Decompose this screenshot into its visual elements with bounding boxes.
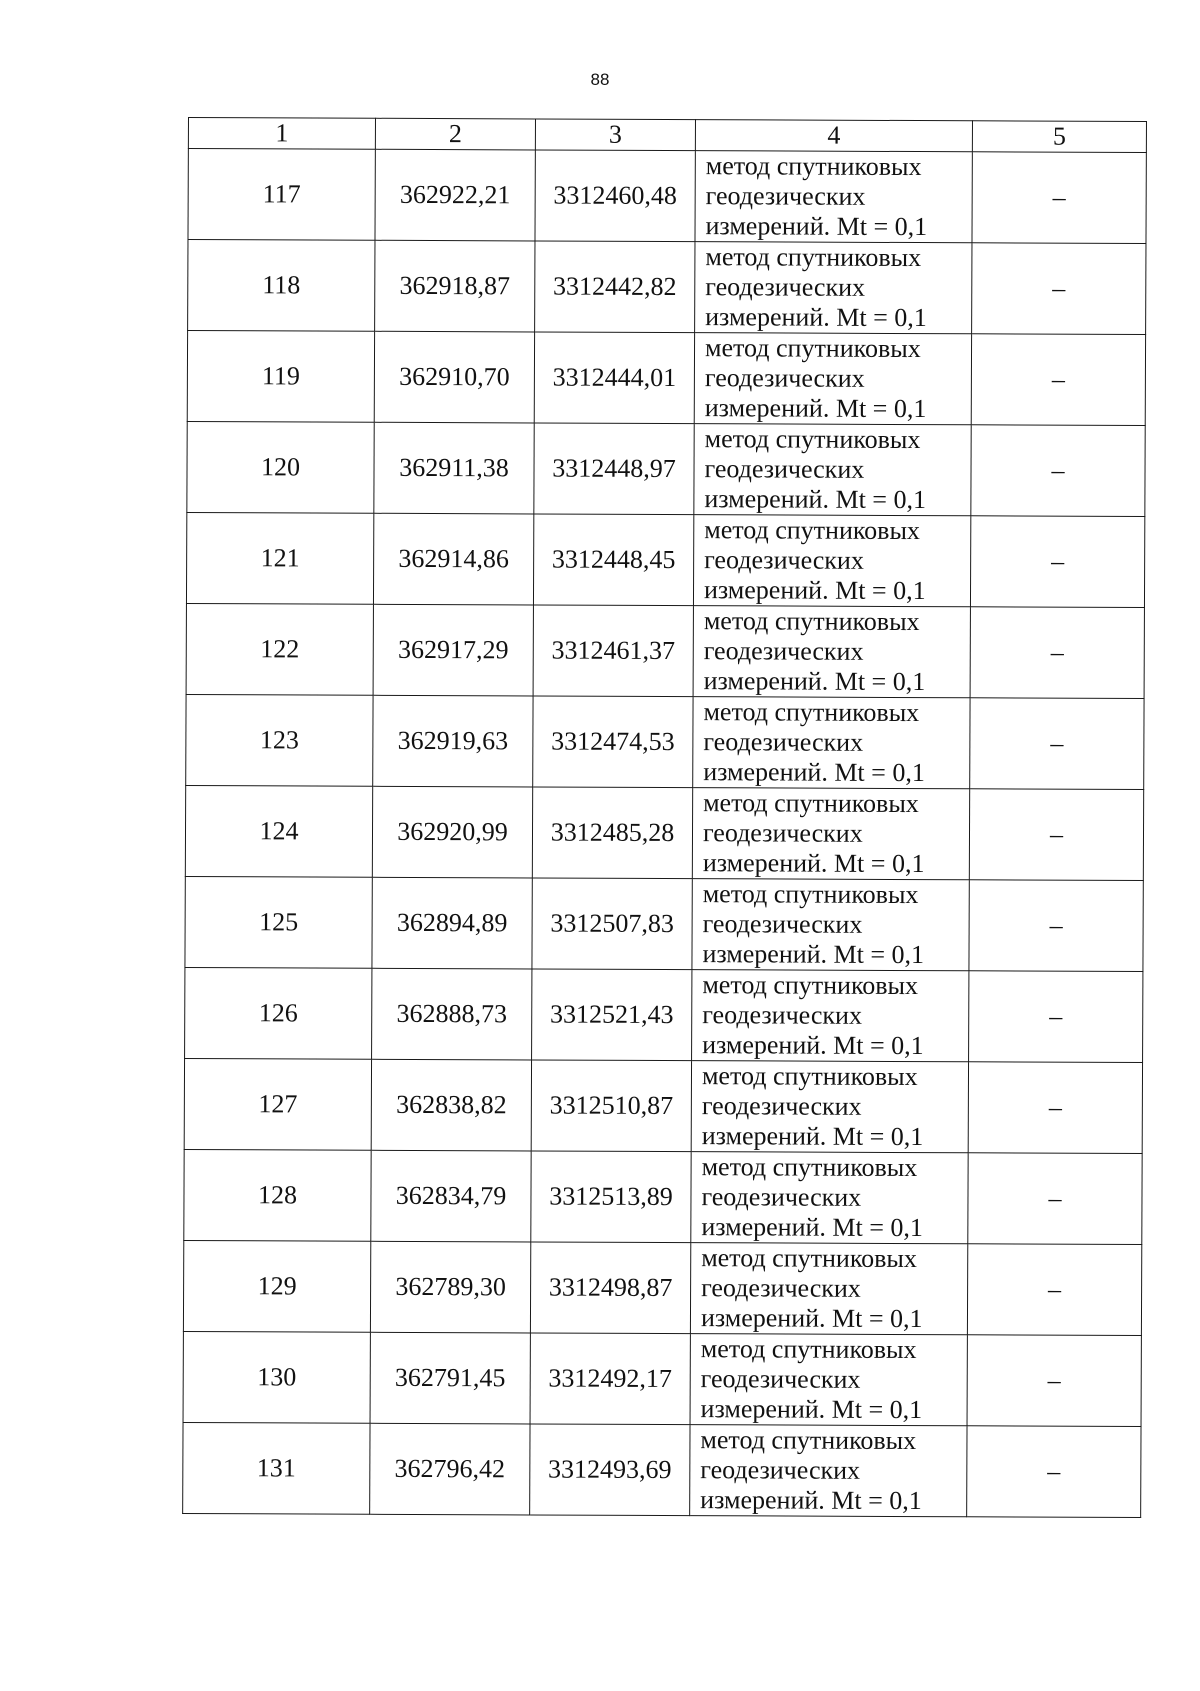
method-line: метод спутниковых (705, 242, 922, 273)
coordinate-x-cell: 362911,38 (374, 422, 534, 514)
coordinate-y-cell: 3312510,87 (531, 1060, 691, 1152)
point-number-cell: 118 (188, 240, 375, 332)
table-row (183, 1331, 1141, 1426)
method-cell (695, 151, 972, 243)
method-line: геодезических (704, 454, 865, 484)
method-line: геодезических (703, 636, 864, 666)
method-line: метод спутниковых (701, 1061, 918, 1092)
point-number-cell: 120 (187, 421, 374, 513)
method-line: метод спутниковых (700, 1334, 917, 1365)
method-line: геодезических (701, 1273, 861, 1303)
table-row (183, 1240, 1141, 1335)
coordinate-x-cell: 362834,79 (371, 1150, 531, 1242)
coordinates-table (182, 117, 1147, 1518)
method-line: геодезических (702, 818, 863, 848)
method-cell (693, 515, 970, 607)
table-row (183, 1422, 1141, 1517)
note-cell: – (970, 516, 1144, 608)
method-line: метод спутниковых (703, 788, 919, 819)
coordinate-x-cell: 362796,42 (370, 1423, 530, 1515)
coordinate-x-cell: 362919,63 (373, 695, 533, 787)
method-cell (691, 1061, 968, 1153)
method-line: геодезических (705, 181, 866, 211)
table-header-row (188, 118, 1146, 153)
method-line: измерений. Mt = 0,1 (700, 1303, 923, 1334)
method-line: измерений. Mt = 0,1 (703, 757, 925, 788)
method-line: геодезических (701, 1091, 862, 1121)
coordinate-x-cell: 362914,86 (373, 513, 533, 605)
method-line: метод спутниковых (701, 1243, 917, 1274)
method-line: измерений. Mt = 0,1 (701, 1212, 924, 1243)
note-cell: – (967, 1426, 1141, 1518)
table-row (184, 1149, 1142, 1244)
coordinate-x-cell: 362838,82 (371, 1059, 531, 1151)
coordinate-x-cell: 362918,87 (375, 240, 535, 332)
point-number-cell: 121 (186, 512, 373, 604)
method-line: измерений. Mt = 0,1 (700, 1485, 922, 1516)
method-line: измерений. Mt = 0,1 (704, 484, 927, 515)
table-row (188, 149, 1146, 244)
header-cell-2: 2 (375, 118, 535, 150)
header-cell-5: 5 (972, 121, 1146, 153)
method-line: геодезических (701, 1182, 862, 1212)
method-cell (694, 333, 971, 425)
method-cell (695, 242, 972, 334)
coordinate-x-cell: 362910,70 (374, 331, 534, 423)
method-line: измерений. Mt = 0,1 (704, 393, 927, 424)
method-line: метод спутниковых (704, 515, 921, 546)
method-line: измерений. Mt = 0,1 (701, 1121, 924, 1152)
note-cell: – (972, 152, 1146, 244)
method-line: метод спутниковых (701, 1152, 918, 1183)
coordinate-x-cell: 362888,73 (372, 968, 532, 1060)
point-number-cell: 125 (185, 876, 372, 968)
coordinate-y-cell: 3312474,53 (533, 696, 693, 788)
method-cell (692, 879, 969, 971)
header-cell-1: 1 (188, 118, 375, 150)
note-cell: – (971, 425, 1145, 517)
coordinate-x-cell: 362894,89 (372, 877, 532, 969)
method-line: измерений. Mt = 0,1 (705, 211, 928, 242)
point-number-cell: 123 (186, 694, 373, 786)
note-cell: – (972, 243, 1146, 335)
table-row (186, 694, 1144, 789)
coordinate-y-cell: 3312493,69 (530, 1424, 690, 1516)
coordinate-y-cell: 3312448,97 (534, 423, 694, 515)
coordinate-x-cell: 362922,21 (375, 149, 535, 241)
coordinate-y-cell: 3312498,87 (530, 1242, 690, 1334)
method-cell (693, 697, 970, 789)
note-cell: – (967, 1244, 1141, 1336)
method-line: геодезических (705, 272, 866, 302)
method-line: измерений. Mt = 0,1 (703, 575, 926, 606)
point-number-cell: 131 (183, 1422, 370, 1514)
table-row (186, 603, 1144, 698)
note-cell: – (970, 607, 1144, 699)
method-cell (691, 1152, 968, 1244)
page-number: 88 (590, 70, 610, 89)
coordinate-x-cell: 362917,29 (373, 604, 533, 696)
note-cell: – (968, 1153, 1142, 1245)
point-number-cell: 119 (187, 331, 374, 423)
note-cell: – (968, 1062, 1142, 1154)
point-number-cell: 124 (185, 785, 372, 877)
method-cell (690, 1334, 967, 1426)
method-cell (692, 788, 969, 880)
note-cell: – (970, 698, 1144, 790)
method-line: метод спутниковых (705, 151, 922, 182)
method-line: геодезических (703, 727, 864, 757)
note-cell: – (969, 880, 1143, 972)
method-line: геодезических (704, 363, 865, 393)
header-cell-3: 3 (535, 119, 695, 151)
method-line: метод спутниковых (704, 333, 921, 364)
method-cell (693, 606, 970, 698)
coordinate-x-cell: 362791,45 (370, 1332, 530, 1424)
method-line: геодезических (702, 909, 863, 939)
header-cell-4: 4 (695, 120, 972, 152)
coordinate-y-cell: 3312485,28 (532, 787, 692, 879)
method-line: измерений. Mt = 0,1 (700, 1394, 923, 1425)
method-line: метод спутниковых (703, 697, 920, 728)
note-cell: – (969, 789, 1143, 881)
method-line: метод спутниковых (700, 1425, 917, 1456)
method-cell (690, 1425, 967, 1517)
method-line: геодезических (702, 1000, 863, 1030)
note-cell: – (967, 1335, 1141, 1427)
coordinates-table-body (183, 118, 1147, 1518)
table-row (187, 331, 1145, 426)
method-line: метод спутниковых (702, 879, 919, 910)
coordinate-y-cell: 3312448,45 (533, 514, 693, 606)
point-number-cell: 117 (188, 149, 375, 241)
table-row (185, 967, 1143, 1062)
coordinate-y-cell: 3312507,83 (532, 878, 692, 970)
table-row (185, 785, 1143, 880)
point-number-cell: 127 (184, 1058, 371, 1150)
method-cell (690, 1243, 967, 1335)
coordinate-y-cell: 3312442,82 (535, 241, 695, 333)
method-line: геодезических (700, 1455, 861, 1485)
point-number-cell: 128 (184, 1149, 371, 1241)
coordinate-y-cell: 3312461,37 (533, 605, 693, 697)
method-line: измерений. Mt = 0,1 (702, 1030, 924, 1061)
coordinate-y-cell: 3312444,01 (534, 332, 694, 424)
table-row (186, 512, 1144, 607)
method-line: метод спутниковых (703, 606, 920, 637)
table-row (188, 240, 1146, 335)
note-cell: – (971, 334, 1145, 426)
method-cell (692, 970, 969, 1062)
method-line: геодезических (704, 545, 864, 575)
point-number-cell: 126 (185, 967, 372, 1059)
coordinate-y-cell: 3312521,43 (532, 969, 692, 1061)
method-cell (694, 424, 971, 516)
point-number-cell: 122 (186, 603, 373, 695)
method-line: геодезических (700, 1364, 861, 1394)
method-line: метод спутниковых (704, 424, 921, 455)
coordinate-x-cell: 362789,30 (370, 1241, 530, 1333)
point-number-cell: 129 (183, 1240, 370, 1332)
method-line: измерений. Mt = 0,1 (702, 939, 925, 970)
coordinate-x-cell: 362920,99 (372, 786, 532, 878)
method-line: измерений. Mt = 0,1 (705, 302, 927, 333)
method-line: метод спутниковых (702, 970, 919, 1001)
note-cell: – (969, 971, 1143, 1063)
method-line: измерений. Mt = 0,1 (703, 666, 926, 697)
coordinate-y-cell: 3312492,17 (530, 1333, 690, 1425)
table-row (185, 876, 1143, 971)
coordinate-y-cell: 3312513,89 (531, 1151, 691, 1243)
method-line: измерений. Mt = 0,1 (702, 848, 925, 879)
table-row (187, 421, 1145, 516)
point-number-cell: 130 (183, 1331, 370, 1423)
table-row (184, 1058, 1142, 1153)
coordinate-y-cell: 3312460,48 (535, 150, 695, 242)
